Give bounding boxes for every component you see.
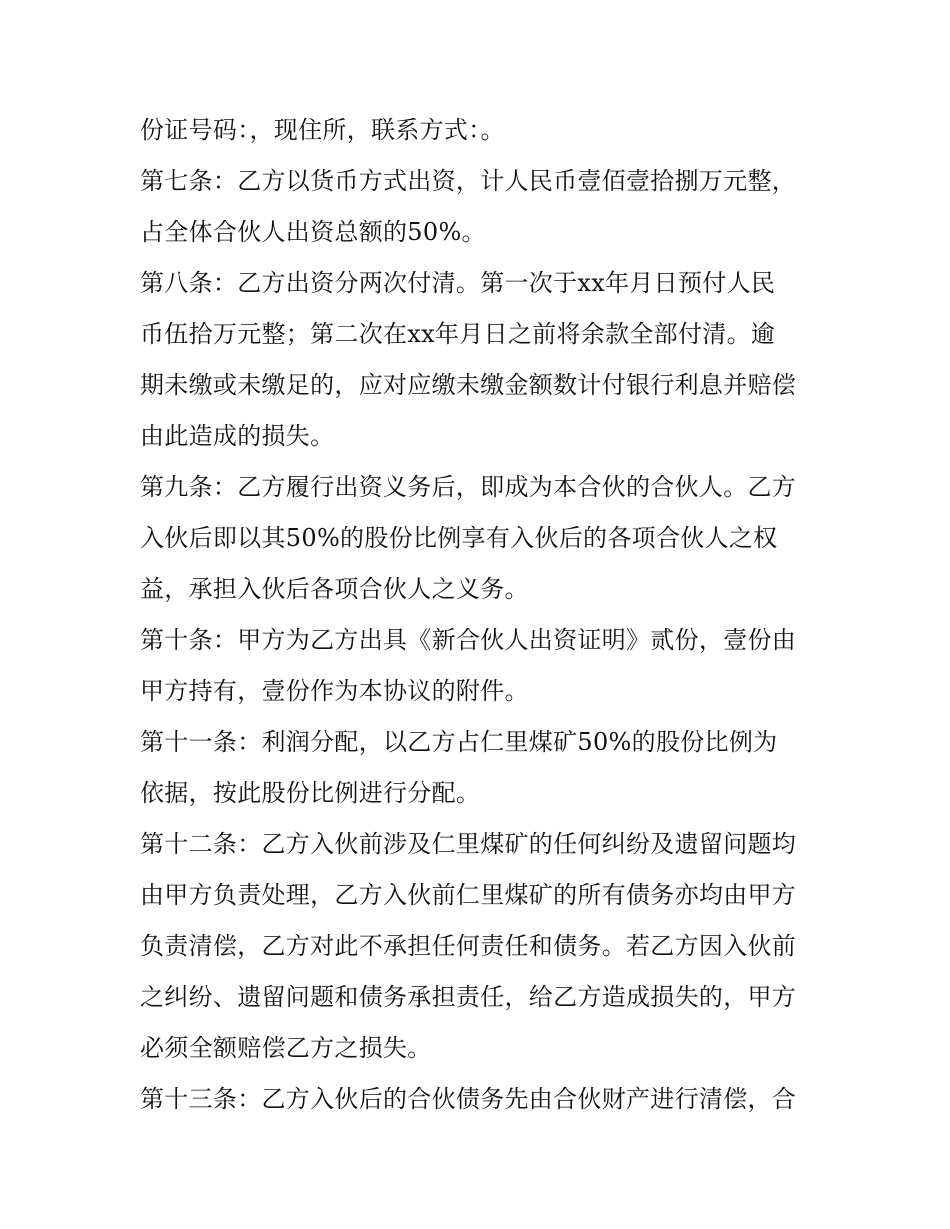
- text-line: 第九条：乙方履行出资义务后，即成为本合伙的合伙人。乙方: [140, 473, 797, 501]
- text-line: 由此造成的损失。: [140, 422, 335, 450]
- text-line: 第十二条：乙方入伙前涉及仁里煤矿的任何纠纷及遗留问题均: [140, 830, 797, 858]
- text-line: 第十三条：乙方入伙后的合伙债务先由合伙财产进行清偿，合: [140, 1085, 797, 1113]
- text-line: 甲方持有，壹份作为本协议的附件。: [140, 677, 529, 705]
- text-line: 益，承担入伙后各项合伙人之义务。: [140, 575, 529, 603]
- text-line: 依据，按此股份比例进行分配。: [140, 779, 481, 807]
- text-line: 之纠纷、遗留问题和债务承担责任，给乙方造成损失的，甲方: [140, 983, 797, 1011]
- text-line: 第七条：乙方以货币方式出资，计人民币壹佰壹拾捌万元整，: [140, 167, 797, 195]
- text-line: 第十一条：利润分配，以乙方占仁里煤矿50%的股份比例为: [140, 728, 778, 756]
- text-line: 第十条：甲方为乙方出具《新合伙人出资证明》贰份，壹份由: [140, 626, 797, 654]
- text-line: 期未缴或未缴足的，应对应缴未缴金额数计付银行利息并赔偿: [140, 371, 797, 399]
- text-line: 负责清偿，乙方对此不承担任何责任和债务。若乙方因入伙前: [140, 932, 797, 960]
- text-line: 由甲方负责处理，乙方入伙前仁里煤矿的所有债务亦均由甲方: [140, 881, 797, 909]
- text-line: 入伙后即以其50%的股份比例享有入伙后的各项合伙人之权: [140, 524, 778, 552]
- text-line: 币伍拾万元整；第二次在xx年月日之前将余款全部付清。逾: [140, 320, 776, 348]
- text-line: 份证号码：，现住所，联系方式：。: [140, 116, 505, 144]
- text-line: 第八条：乙方出资分两次付清。第一次于xx年月日预付人民: [140, 269, 776, 297]
- text-line: 必须全额赔偿乙方之损失。: [140, 1034, 432, 1062]
- text-line: 占全体合伙人出资总额的50%。: [140, 218, 486, 246]
